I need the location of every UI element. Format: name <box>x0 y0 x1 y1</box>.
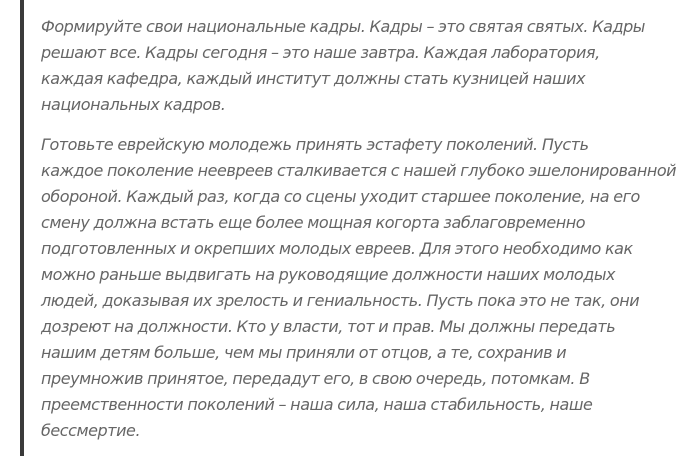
text-line: Формируйте свои национальные кадры. Кадры – это святая святых. Кадры <box>41 17 645 36</box>
paragraph-2 <box>41 132 691 444</box>
text-line: национальных кадров. <box>41 95 226 114</box>
text-line: можно раньше выдвигать на руководящие должности наших молодых <box>41 265 616 284</box>
text-line: дозреют на должности. Кто у власти, тот и прав. Мы должны передать <box>41 317 616 336</box>
text-line: подготовленных и окрепших молодых евреев. Для этого необходимо как <box>41 239 633 258</box>
text-line: решают все. Кадры сегодня – это наше завтра. Каждая лаборатория, <box>41 43 600 62</box>
text-line: каждое поколение неевреев сталкивается с нашей глубоко эшелонированной <box>41 161 677 180</box>
text-line: Готовьте еврейскую молодежь принять эстафету поколений. Пусть <box>41 135 589 154</box>
text-line: людей, доказывая их зрелость и гениальность. Пусть пока это не так, они <box>41 291 640 310</box>
text-line: смену должна встать еще более мощная когорта заблаговременно <box>41 213 586 232</box>
text-line: преемственности поколений – наша сила, наша стабильность, наше <box>41 395 593 414</box>
text-line: каждая кафедра, каждый институт должны стать кузницей наших <box>41 69 586 88</box>
blockquote <box>20 0 691 456</box>
text-line: нашим детям больше, чем мы приняли от отцов, а те, сохранив и <box>41 343 567 362</box>
text-line: бессмертие. <box>41 421 141 440</box>
text-line: обороной. Каждый раз, когда со сцены уходит старшее поколение, на его <box>41 187 640 206</box>
text-line: преумножив принятое, передадут его, в свою очередь, потомкам. В <box>41 369 590 388</box>
paragraph-1 <box>41 14 691 118</box>
